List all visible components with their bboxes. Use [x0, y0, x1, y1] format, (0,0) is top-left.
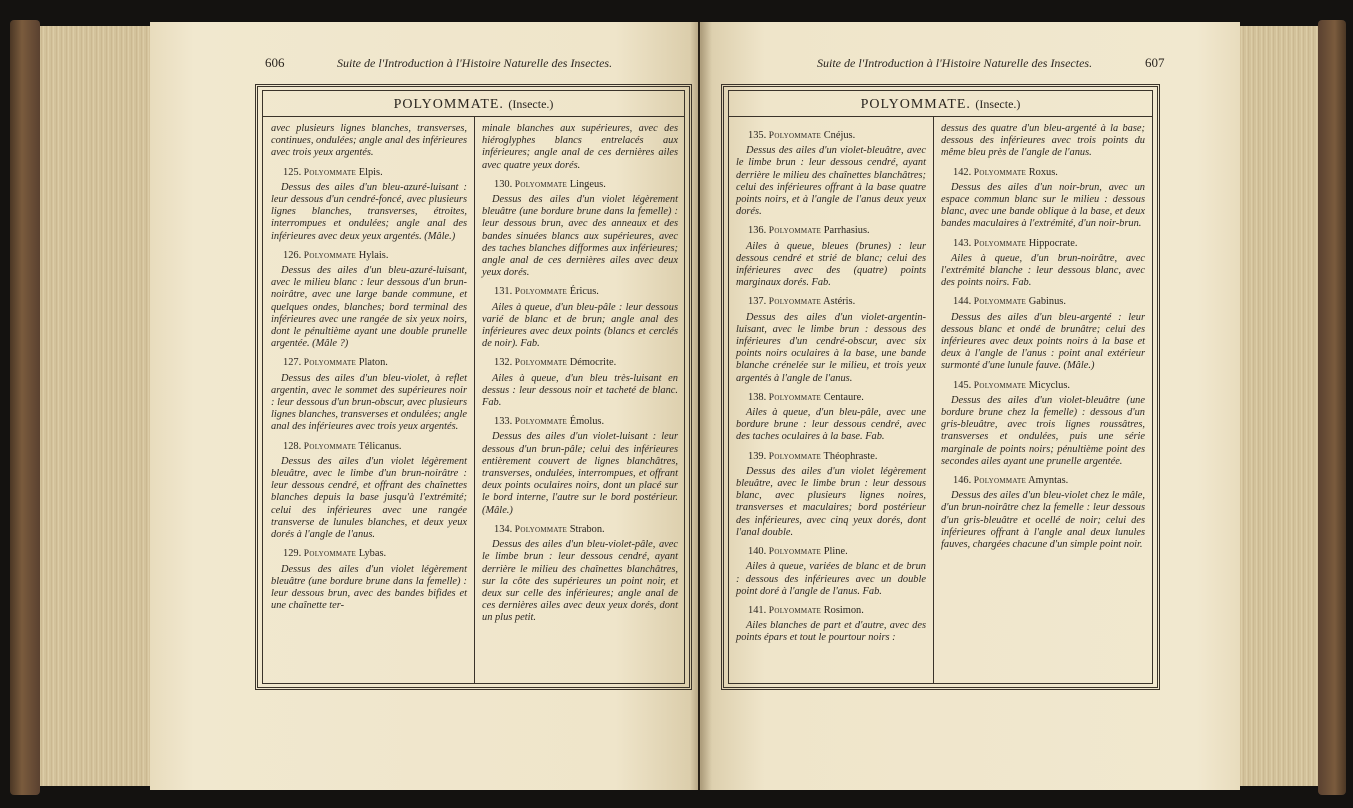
entry-genus: Polyommate	[514, 179, 568, 190]
entry-species: Centaure.	[823, 391, 864, 403]
entry-description: Ailes à queue, d'un brun-noirâtre, avec l'extrémité blanche : leur dessous blanc, avec des points noirs. Fab.	[941, 252, 1145, 289]
entry-genus: Polyommate	[973, 380, 1027, 391]
entry-species: Platon.	[358, 357, 388, 369]
entry-heading	[283, 548, 467, 560]
entry-genus: Polyommate	[768, 451, 822, 462]
entry-description: Ailes à queue, bleues (brunes) : leur dessous cendré et strié de blanc; celui des inférieures avec des (quatre) points marginaux dorés. Fab.	[736, 240, 926, 289]
entry-genus: Polyommate	[973, 238, 1027, 249]
entry-genus: Polyommate	[768, 297, 822, 308]
entry-number: 134.	[494, 523, 513, 535]
entry-species: Pline.	[823, 546, 848, 558]
entry-number: 126.	[283, 249, 302, 261]
entry-genus: Polyommate	[514, 417, 568, 428]
entry-species: Rosimon.	[823, 604, 864, 616]
entry-species: Lybas.	[358, 548, 387, 560]
entry-number: 146.	[953, 475, 972, 487]
entry-description: Ailes à queue, d'un bleu très-luisant en dessus : leur dessous noir et tacheté de blanc. Fab.	[482, 372, 678, 409]
right-column-rule	[933, 116, 934, 684]
entry-description: Ailes à queue, d'un bleu-pâle, avec une bordure brune : leur dessous cendré, avec des taches oculaires à la base. Fab.	[736, 407, 926, 443]
entry-genus: Polyommate	[514, 524, 568, 535]
entry-species: Hylais.	[358, 249, 389, 261]
right-page-number: 607	[1145, 55, 1165, 70]
left-book-cover	[10, 20, 40, 795]
right-book-cover	[1318, 20, 1346, 795]
entry-number: 139.	[748, 450, 767, 462]
entry-species: Démocrite.	[569, 357, 617, 369]
right-running-head: Suite de l'Introduction à l'Histoire Naturelle des Insectes.	[817, 56, 1093, 70]
entry-number: 125.	[283, 166, 302, 178]
entry-number: 132.	[494, 357, 513, 369]
entry-description: Dessus des ailes d'un bleu-violet-pâle, avec le limbe brun : leur dessous cendré, ayant derrière le milieu des chaînettes blanchâtres, sur la côte des supérieures un point noir, et deux sur celle des inférieures; angle anal de ces dernières ailes avec deux yeux dorés, dont un plus petit.	[482, 539, 678, 624]
right-title-sub: (Insecte.)	[975, 97, 1021, 111]
entry-species: Lingeus.	[569, 178, 606, 190]
entry-genus: Polyommate	[514, 287, 568, 298]
right-title-text: POLYOMMATE.	[860, 97, 971, 112]
entry-heading	[748, 225, 926, 237]
entry-number: 133.	[494, 416, 513, 428]
entry-description: Dessus des ailes d'un violet légèrement bleuâtre, avec le limbe d'un brun-noirâtre : leur dessous cendré, et offrant des chaînettes blanches depuis la base jusqu'à l'extrémité; celui des inférieures avec une rangée transverse de lunules blanches, et deux yeux dorés à l'angle de l'anus.	[271, 455, 467, 541]
entry-description: Dessus des ailes d'un bleu-argenté : leur dessous blanc et ondé de brunâtre; celui des inférieures avec deux points noirs à la base et deux à l'angle de l'anus : point anal extérieur surmonté d'une lunule fauve. (Mâle.)	[941, 311, 1145, 372]
entry-number: 145.	[953, 379, 972, 391]
left-column-2	[482, 123, 678, 625]
entry-species: Cnéjus.	[823, 130, 856, 141]
entry-genus: Polyommate	[973, 297, 1027, 308]
entry-description: Dessus des ailes d'un violet-argentin-luisant, avec le limbe brun : dessous des inférieures d'un cendré-obscur, avec six points noirs oculaires à la base, une bande blanche crénelée sur le milieu, et trois yeux argentés à l'angle de l'anus.	[736, 311, 926, 384]
entry-number: 129.	[283, 548, 302, 560]
entry-species: Hippocrate.	[1028, 237, 1078, 249]
entry-number: 140.	[748, 546, 767, 558]
entry-description: Dessus des ailes d'un bleu-azuré-luisant, avec le milieu blanc : leur dessous d'un brun-noirâtre, avec une large bande commune, et quelques ondes, blanches; bord terminal des inférieures avec une rangée de six yeux noirs, dont le pénultième ayant une double prunelle argentée. (Mâle ?)	[271, 265, 467, 350]
entry-description: Dessus des ailes d'un bleu-azuré-luisant : leur dessous d'un cendré-foncé, avec plusieurs lignes blanches, transverses, étroites, interrompues et ondulées; angle anal des inférieures avec deux yeux argentés. (Mâle.)	[271, 181, 467, 242]
left-column-1	[271, 123, 467, 612]
entry-heading	[748, 451, 926, 463]
entry-description: minale blanches aux supérieures, avec des hiéroglyphes blancs entrelacés aux inférieures; angle anal de ces dernières ailes avec quatre yeux dorés.	[482, 123, 678, 171]
entry-heading	[748, 605, 926, 617]
entry-species: Télicanus.	[358, 440, 402, 452]
entry-species: Parrhasius.	[823, 225, 870, 237]
entry-description: Dessus des ailes d'un violet-bleuâtre (une bordure brune chez la femelle) : dessous d'un gris-bleuâtre, avec trois lignes roussâtres, transverses et ondulées, puis une série marginale de points noirs; pénultième point des secondes ailes ayant une prunelle argentée.	[941, 394, 1145, 467]
entry-heading	[283, 357, 467, 369]
entry-heading	[494, 286, 678, 298]
entry-number: 127.	[283, 357, 302, 369]
left-title-text: POLYOMMATE.	[393, 97, 504, 112]
entry-heading	[283, 167, 467, 179]
entry-genus: Polyommate	[303, 250, 357, 261]
entry-description: Dessus des ailes d'un violet-luisant : leur dessous d'un brun-pâle; celui des inférieures entièrement couvert de lignes blanchâtres, transverses, ondulées, interrompues, et offrant deux points oculaires noirs, dont un placé sur le bord interne, l'autre sur le bord postérieur. (Mâle.)	[482, 431, 678, 516]
entry-genus: Polyommate	[768, 605, 822, 616]
left-running-head: Suite de l'Introduction à l'Histoire Naturelle des Insectes.	[337, 56, 613, 70]
entry-heading	[748, 130, 926, 142]
left-page-edges	[40, 26, 152, 786]
entry-heading	[283, 441, 467, 453]
entry-genus: Polyommate	[768, 547, 822, 558]
right-page-edges	[1235, 26, 1318, 786]
entry-number: 138.	[748, 391, 767, 403]
left-title-sub: (Insecte.)	[508, 97, 554, 111]
entry-number: 131.	[494, 286, 513, 298]
entry-number: 141.	[748, 604, 767, 616]
entry-genus: Polyommate	[768, 131, 822, 141]
entry-number: 128.	[283, 440, 302, 452]
entry-species: Strabon.	[569, 523, 605, 535]
entry-description: Dessus des ailes d'un noir-brun, avec un espace commun blanc sur le milieu : dessous blanc, avec une bande oblique à la base, et deux bandes maculaires à l'extrémité, d'un noir-brun.	[941, 181, 1145, 230]
entry-description: avec plusieurs lignes blanches, transverses, continues, ondulées; angle anal des inférieures avec trois yeux argentés.	[271, 123, 467, 159]
right-column-1	[736, 123, 926, 645]
entry-genus: Polyommate	[768, 392, 822, 403]
entry-description: Dessus des ailes d'un bleu-violet chez le mâle, d'un brun-noirâtre chez la femelle : leur dessous d'un gris-bleuâtre et ocellé de noir; celui des inférieures offrant à l'angle anal deux lunules fauves, chargées chacune d'un simple point noir.	[941, 490, 1145, 551]
book-gutter	[690, 22, 712, 790]
entry-description: Ailes à queue, d'un bleu-pâle : leur dessous varié de blanc et de brun; angle anal des inférieures avec deux points (blancs et cerclés de noir). Fab.	[482, 301, 678, 350]
entry-heading	[748, 296, 926, 308]
entry-genus: Polyommate	[973, 476, 1027, 487]
entry-heading	[953, 296, 1145, 308]
entry-heading	[494, 416, 678, 428]
entry-genus: Polyommate	[514, 358, 568, 369]
entry-species: Elpis.	[358, 166, 383, 178]
entry-description: dessus des quatre d'un bleu-argenté à la base; dessous des inférieures avec trois points du même bleu près de l'angle de l'anus.	[941, 123, 1145, 159]
entry-description: Dessus des ailes d'un violet légèrement bleuâtre (une bordure brune dans la femelle) : leur dessous brun, avec des anneaux et des bandes sinuées blancs aux supérieures, avec des taches blanches difformes aux inférieures; angle anal de ces dernières ailes avec deux yeux dorés.	[482, 194, 678, 279]
entry-description: Dessus des ailes d'un violet légèrement bleuâtre (une bordure brune dans la femelle) : leur dessous brun, avec des bandes bifides et une chaînette ter-	[271, 563, 467, 612]
entry-species: Gabinus.	[1028, 296, 1066, 308]
entry-genus: Polyommate	[973, 167, 1027, 178]
entry-genus: Polyommate	[768, 226, 822, 237]
entry-heading	[748, 392, 926, 404]
entry-number: 142.	[953, 166, 972, 178]
entry-description: Dessus des ailes d'un violet-bleuâtre, avec le limbe brun : leur dessous cendré, ayant derrière le milieu des chaînettes blanchâtres; celui des inférieures offrant à la base quatre points noirs, et à l'angle de l'anus deux yeux dorés.	[736, 145, 926, 218]
entry-heading	[283, 250, 467, 262]
entry-description: Dessus des ailes d'un bleu-violet, à reflet argentin, avec le sommet des supérieures noir : leur dessous d'un brun-obscur, avec plusieurs lignes blanches, transverses et ondulées; angle anal des inférieures avec trois yeux argentés.	[271, 372, 467, 433]
entry-heading	[748, 546, 926, 558]
entry-number: 143.	[953, 237, 972, 249]
entry-heading	[953, 167, 1145, 179]
left-page-number: 606	[265, 55, 285, 70]
entry-species: Roxus.	[1028, 166, 1058, 178]
right-column-2	[941, 123, 1145, 551]
right-title-rule	[728, 116, 1153, 117]
entry-species: Théophraste.	[823, 450, 878, 462]
entry-description: Dessus des ailes d'un violet légèrement bleuâtre, avec le limbe brun : leur dessous blanc, avec plusieurs lignes noires, transverses et maculaires; bord postérieur des inférieures, avec cinq yeux dorés, dont l'anal double.	[736, 465, 926, 538]
entry-genus: Polyommate	[303, 441, 357, 452]
entry-number: 136.	[748, 225, 767, 237]
entry-heading	[953, 380, 1145, 392]
right-page-title	[728, 97, 1153, 113]
entry-number: 144.	[953, 296, 972, 308]
entry-description: Ailes à queue, variées de blanc et de brun : dessous des inférieures avec un double point doré à l'angle de l'anus. Fab.	[736, 561, 926, 597]
entry-genus: Polyommate	[303, 549, 357, 560]
entry-number: 135.	[748, 130, 767, 141]
entry-species: Éricus.	[569, 286, 599, 298]
entry-description: Ailes blanches de part et d'autre, avec des points épars et tout le pourtour noirs :	[736, 620, 926, 644]
entry-number: 137.	[748, 296, 767, 308]
entry-heading	[953, 238, 1145, 250]
entry-genus: Polyommate	[303, 167, 357, 178]
entry-species: Micyclus.	[1028, 379, 1070, 391]
entry-heading	[494, 357, 678, 369]
entry-heading	[494, 524, 678, 536]
entry-number: 130.	[494, 178, 513, 190]
entry-heading	[494, 179, 678, 191]
left-page-title	[262, 97, 685, 113]
entry-heading	[953, 475, 1145, 487]
entry-species: Émolus.	[569, 416, 605, 428]
entry-species: Amyntas.	[1028, 475, 1069, 487]
left-column-rule	[474, 116, 475, 684]
entry-species: Astéris.	[823, 296, 856, 308]
entry-genus: Polyommate	[303, 358, 357, 369]
